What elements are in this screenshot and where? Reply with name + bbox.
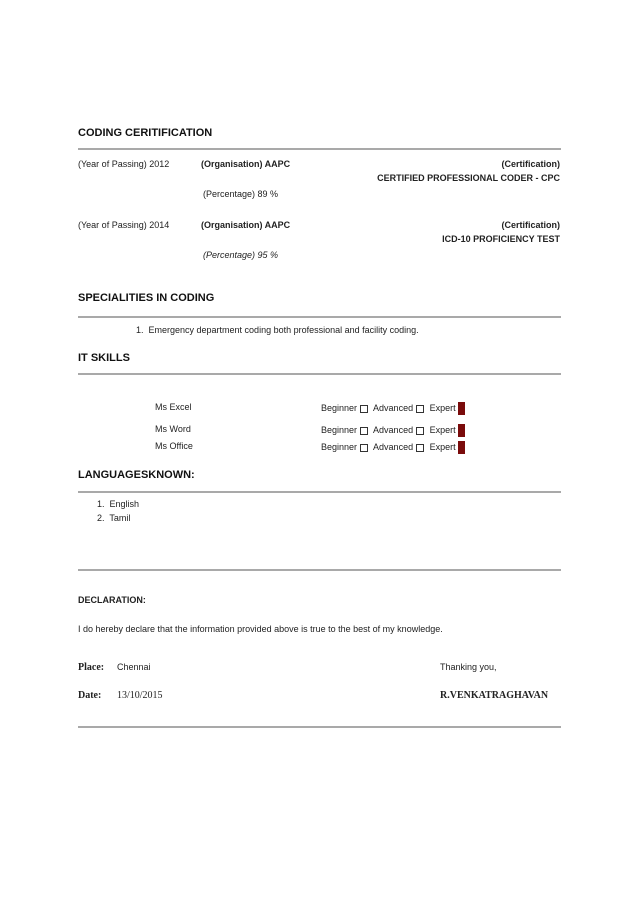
checkbox-advanced [416,405,424,413]
level-expert: Expert [429,402,456,413]
date-label: Date: [78,690,102,701]
coding-entry-1-cert-label: (Certification) [501,159,560,169]
coding-entry-1-year: (Year of Passing) 2012 [78,159,170,169]
skill-name: Ms Excel [155,402,192,412]
coding-entry-2-cert-label: (Certification) [501,220,560,230]
checkbox-beginner [360,427,368,435]
declaration-top-divider [78,569,561,571]
speciality-item: 1. Emergency department coding both professional and facility coding. [136,325,419,335]
languages-divider [78,491,561,493]
coding-entry-2-organisation: (Organisation) AAPC [201,220,291,230]
skill-row-word [155,424,485,434]
coding-entry-2-cert-name: ICD-10 PROFICIENCY TEST [442,234,560,244]
skill-name: Ms Office [155,441,193,451]
it-skills-divider [78,373,561,375]
level-advanced: Advanced [373,402,414,413]
signature-name: R.VENKATRAGHAVAN [440,690,549,701]
it-skills-heading: IT SKILLS [78,352,130,364]
skill-row-excel [155,402,485,412]
language-item-english: 1. English [97,499,140,509]
checkbox-advanced [416,427,424,435]
specialities-heading: SPECIALITIES IN CODING [78,292,215,304]
skill-levels [321,402,465,415]
place-label: Place: [78,662,105,673]
thanking-text: Thanking you, [440,662,497,672]
specialities-divider [78,316,561,318]
checkbox-beginner [360,405,368,413]
checkbox-advanced [416,444,424,452]
skill-name: Ms Word [155,424,191,434]
coding-entry-2-year: (Year of Passing) 2014 [78,220,170,230]
declaration-heading: DECLARATION: [78,595,146,605]
skill-row-office [155,441,485,451]
expert-selected-mark [458,424,465,437]
coding-entry-1-organisation: (Organisation) AAPC [201,159,291,169]
language-item-tamil: 2. Tamil [97,513,131,523]
checkbox-beginner [360,444,368,452]
date-value: 13/10/2015 [117,690,163,701]
place-value: Chennai [117,662,151,672]
level-beginner: Beginner [321,402,358,413]
languages-heading: LANGUAGESKNOWN: [78,469,195,481]
footer-divider [78,726,561,728]
level-beginner: Beginner [321,424,358,435]
coding-divider [78,148,561,150]
expert-selected-mark [458,402,465,415]
level-advanced: Advanced [373,441,414,452]
level-expert: Expert [429,424,456,435]
declaration-text: I do hereby declare that the information provided above is true to the best of my knowledge. [78,624,443,634]
level-expert: Expert [429,441,456,452]
coding-entry-2-percentage: (Percentage) 95 % [203,250,279,260]
expert-selected-mark [458,441,465,454]
skill-levels [321,424,465,437]
level-beginner: Beginner [321,441,358,452]
level-advanced: Advanced [373,424,414,435]
coding-entry-1-percentage: (Percentage) 89 % [203,189,279,199]
coding-entry-1-cert-name: CERTIFIED PROFESSIONAL CODER - CPC [377,173,560,183]
skill-levels [321,441,465,454]
coding-heading: CODING CERITIFICATION [78,127,213,139]
